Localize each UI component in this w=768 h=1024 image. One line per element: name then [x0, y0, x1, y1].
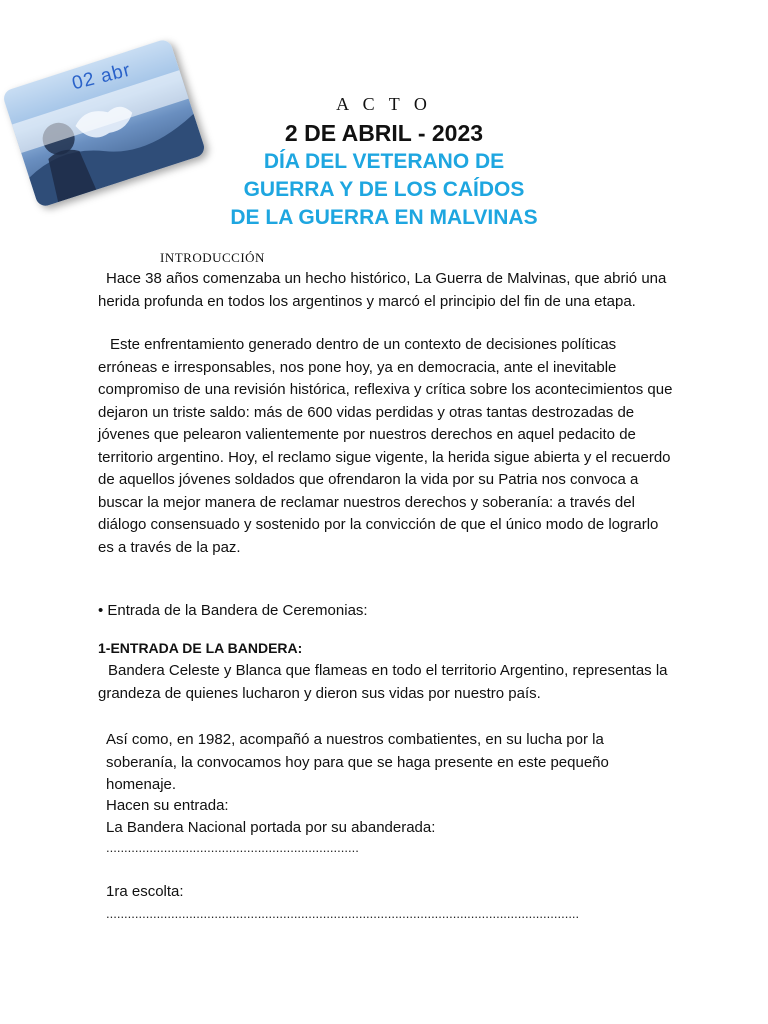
title-line-3: DE LA GUERRA EN MALVINAS	[230, 206, 538, 229]
badge-date: 02 abr	[70, 59, 134, 95]
date-title: 2 DE ABRIL - 2023	[284, 120, 484, 146]
section-paragraph-2	[106, 729, 676, 797]
acto-title: A C T O	[336, 94, 432, 114]
section-paragraph-1	[98, 660, 678, 705]
title-line-2: GUERRA Y DE LOS CAÍDOS	[243, 178, 525, 201]
section-heading: 1-ENTRADA DE LA BANDERA:	[98, 640, 303, 656]
bullet-item: • Entrada de la Bandera de Ceremonias:	[98, 602, 368, 619]
intro-label: INTRODUCCIÓN	[160, 250, 265, 265]
title-line-1: DÍA DEL VETERANO DE	[263, 150, 505, 173]
hacen-entrada: Hacen su entrada:	[106, 797, 229, 814]
main-title	[0, 148, 768, 232]
intro-paragraph-1	[98, 268, 678, 313]
section-paragraph-1-text: Bandera Celeste y Blanca que flameas en todo el territorio Argentino, representas la grandeza de quienes lucharon y dieron sus vidas por nuestro país.	[98, 662, 668, 702]
intro-paragraph-2-text: Este enfrentamiento generado dentro de un contexto de decisiones políticas erróneas e irresponsables, nos pone hoy, ya en democracia, ante el inevitable compromiso de una revisión histórica, reflexiva y crítica sobre los acontecimientos que dejaron un triste saldo: más de 600 vidas perdidas y otras tantas destrozadas de jóvenes que pelearon valientemente por nuestros derechos en aquel pedacito de territorio argentino. Hoy, el reclamo sigue vigente, la herida sigue abierta y el recuerdo de aquellos jóvenes soldados que ofrendaron la vida por su Patria nos convoca a buscar la mejor manera de reclamar nuestros derechos y soberanía: a través del diálogo consensuado y sostenido por la convicción de que el único modo de lograrlo es a través de la paz.	[98, 336, 673, 556]
escolta-line: 1ra escolta:	[106, 883, 184, 900]
abanderada-blank: ......................................................................	[106, 840, 359, 855]
section-paragraph-2-text: Así como, en 1982, acompañó a nuestros combatientes, en su lucha por la soberanía, la convocamos hoy para que se haga presente en este pequeño homenaje.	[106, 731, 609, 793]
bandera-nacional-line: La Bandera Nacional portada por su abanderada:	[106, 819, 436, 836]
intro-paragraph-2	[98, 334, 678, 559]
intro-paragraph-1-text: Hace 38 años comenzaba un hecho histórico, La Guerra de Malvinas, que abrió una herida profunda en todos los argentinos y marcó el principio del fin de una etapa.	[98, 270, 667, 310]
escolta-blank: ...................................................................................................................................	[106, 906, 580, 921]
